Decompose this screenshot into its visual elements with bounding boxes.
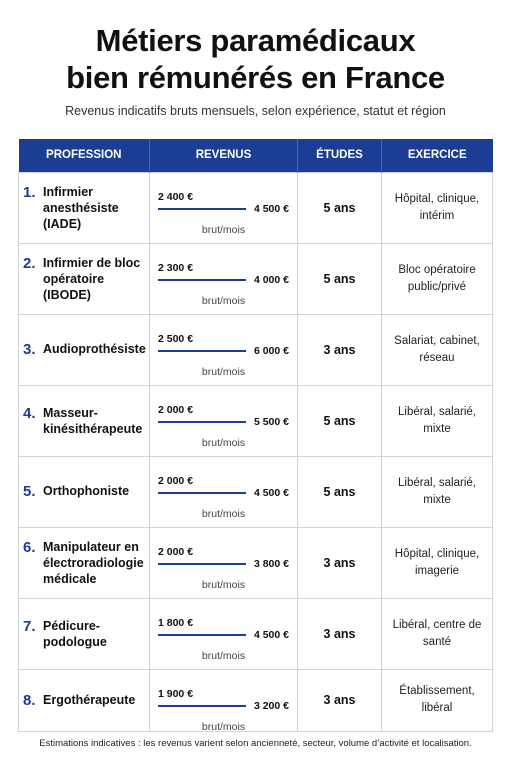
revenue-max: 4 500 €	[253, 628, 289, 641]
row-number: 2.	[23, 254, 36, 272]
revenue-min: 1 900 €	[158, 687, 194, 700]
revenue-min: 1 800 €	[158, 616, 194, 629]
revenue-range-bar	[158, 705, 246, 707]
cell-exercice: Établissement, libéral	[382, 669, 493, 731]
revenue-min: 2 400 €	[158, 190, 194, 203]
revenue-unit: brut/mois	[201, 507, 246, 520]
revenue-range-bar	[158, 208, 246, 210]
cell-profession	[19, 527, 150, 598]
table-row	[19, 385, 493, 456]
cell-exercice: Libéral, centre de santé	[382, 598, 493, 669]
revenue-range-bar	[158, 563, 246, 565]
profession-name: Audioprothésiste	[43, 342, 146, 356]
footnote: Estimations indicatives : les revenus varient selon ancienneté, secteur, volume d’activité et localisation.	[39, 738, 472, 749]
revenue-max: 4 500 €	[253, 202, 289, 215]
profession-name: Infirmier de bloc opératoire (IBODE)	[43, 255, 141, 302]
revenue-range-bar	[158, 634, 246, 636]
row-number: 8.	[23, 691, 36, 709]
cell-etudes: 3 ans	[298, 598, 382, 669]
cell-revenus	[150, 172, 298, 243]
cell-etudes: 5 ans	[298, 385, 382, 456]
revenue-range-bar	[158, 350, 246, 352]
cell-exercice: Hôpital, clinique, intérim	[382, 172, 493, 243]
cell-revenus	[150, 385, 298, 456]
cell-etudes: 5 ans	[298, 456, 382, 527]
table-row	[19, 456, 493, 527]
revenue-min: 2 000 €	[158, 474, 194, 487]
row-number: 6.	[23, 538, 36, 556]
cell-profession	[19, 243, 150, 314]
revenue-unit: brut/mois	[201, 649, 246, 662]
cell-exercice: Libéral, salarié, mixte	[382, 456, 493, 527]
revenue-max: 3 200 €	[253, 699, 289, 712]
cell-revenus	[150, 243, 298, 314]
revenue-min: 2 500 €	[158, 332, 194, 345]
revenue-max: 5 500 €	[253, 415, 289, 428]
profession-name: Infirmier anesthésiste (IADE)	[43, 184, 119, 231]
row-number: 3.	[23, 341, 36, 358]
header-etudes: ÉTUDES	[298, 139, 382, 172]
revenue-max: 4 500 €	[253, 486, 289, 499]
cell-profession	[19, 456, 150, 527]
page-title	[0, 22, 511, 96]
cell-revenus	[150, 456, 298, 527]
revenue-range-bar	[158, 279, 246, 281]
cell-revenus	[150, 669, 298, 731]
subtitle: Revenus indicatifs bruts mensuels, selon expérience, statut et région	[65, 104, 446, 118]
professions-table	[18, 139, 493, 732]
revenue-range-bar	[158, 421, 246, 423]
header-profession: PROFESSION	[19, 139, 150, 172]
profession-name: Manipulateur en électroradiologie médicale	[43, 539, 144, 586]
cell-etudes: 3 ans	[298, 669, 382, 731]
header-exercice: EXERCICE	[382, 139, 493, 172]
row-number: 4.	[23, 404, 36, 422]
profession-name: Masseur-kinésithérapeute	[43, 405, 143, 436]
revenue-unit: brut/mois	[201, 294, 246, 307]
revenue-min: 2 000 €	[158, 403, 194, 416]
table-row	[19, 243, 493, 314]
cell-profession	[19, 669, 150, 731]
revenue-unit: brut/mois	[201, 436, 246, 449]
profession-name: Ergothérapeute	[43, 692, 136, 707]
cell-revenus	[150, 527, 298, 598]
revenue-max: 3 800 €	[253, 557, 289, 570]
revenue-min: 2 300 €	[158, 261, 194, 274]
cell-exercice: Salariat, cabinet, réseau	[382, 314, 493, 385]
revenue-max: 4 000 €	[253, 273, 289, 286]
revenue-unit: brut/mois	[201, 365, 246, 378]
title-line-1: Métiers paramédicaux	[95, 23, 416, 58]
cell-profession	[19, 385, 150, 456]
cell-revenus	[150, 598, 298, 669]
cell-exercice: Bloc opératoire public/privé	[382, 243, 493, 314]
row-number: 1.	[23, 183, 36, 201]
cell-etudes: 3 ans	[298, 527, 382, 598]
revenue-unit: brut/mois	[201, 720, 246, 733]
cell-profession	[19, 598, 150, 669]
table-row	[19, 314, 493, 385]
revenue-range-bar	[158, 492, 246, 494]
row-number: 5.	[23, 483, 36, 500]
table-row	[19, 598, 493, 669]
profession-name: Pédicure-podologue	[43, 618, 107, 649]
title-line-2: bien rémunérés en France	[66, 60, 445, 95]
revenue-unit: brut/mois	[201, 223, 246, 236]
cell-etudes: 5 ans	[298, 172, 382, 243]
revenue-max: 6 000 €	[253, 344, 289, 357]
table-row	[19, 172, 493, 243]
profession-name: Orthophoniste	[43, 484, 130, 498]
header-revenus: REVENUS	[150, 139, 298, 172]
cell-profession	[19, 314, 150, 385]
revenue-unit: brut/mois	[201, 578, 246, 591]
cell-etudes: 5 ans	[298, 243, 382, 314]
table-row	[19, 669, 493, 731]
row-number: 7.	[23, 617, 36, 635]
revenue-min: 2 000 €	[158, 545, 194, 558]
cell-exercice: Libéral, salarié, mixte	[382, 385, 493, 456]
table-header-row	[19, 139, 493, 172]
cell-revenus	[150, 314, 298, 385]
cell-exercice: Hôpital, clinique, imagerie	[382, 527, 493, 598]
table-row	[19, 527, 493, 598]
cell-profession	[19, 172, 150, 243]
cell-etudes: 3 ans	[298, 314, 382, 385]
